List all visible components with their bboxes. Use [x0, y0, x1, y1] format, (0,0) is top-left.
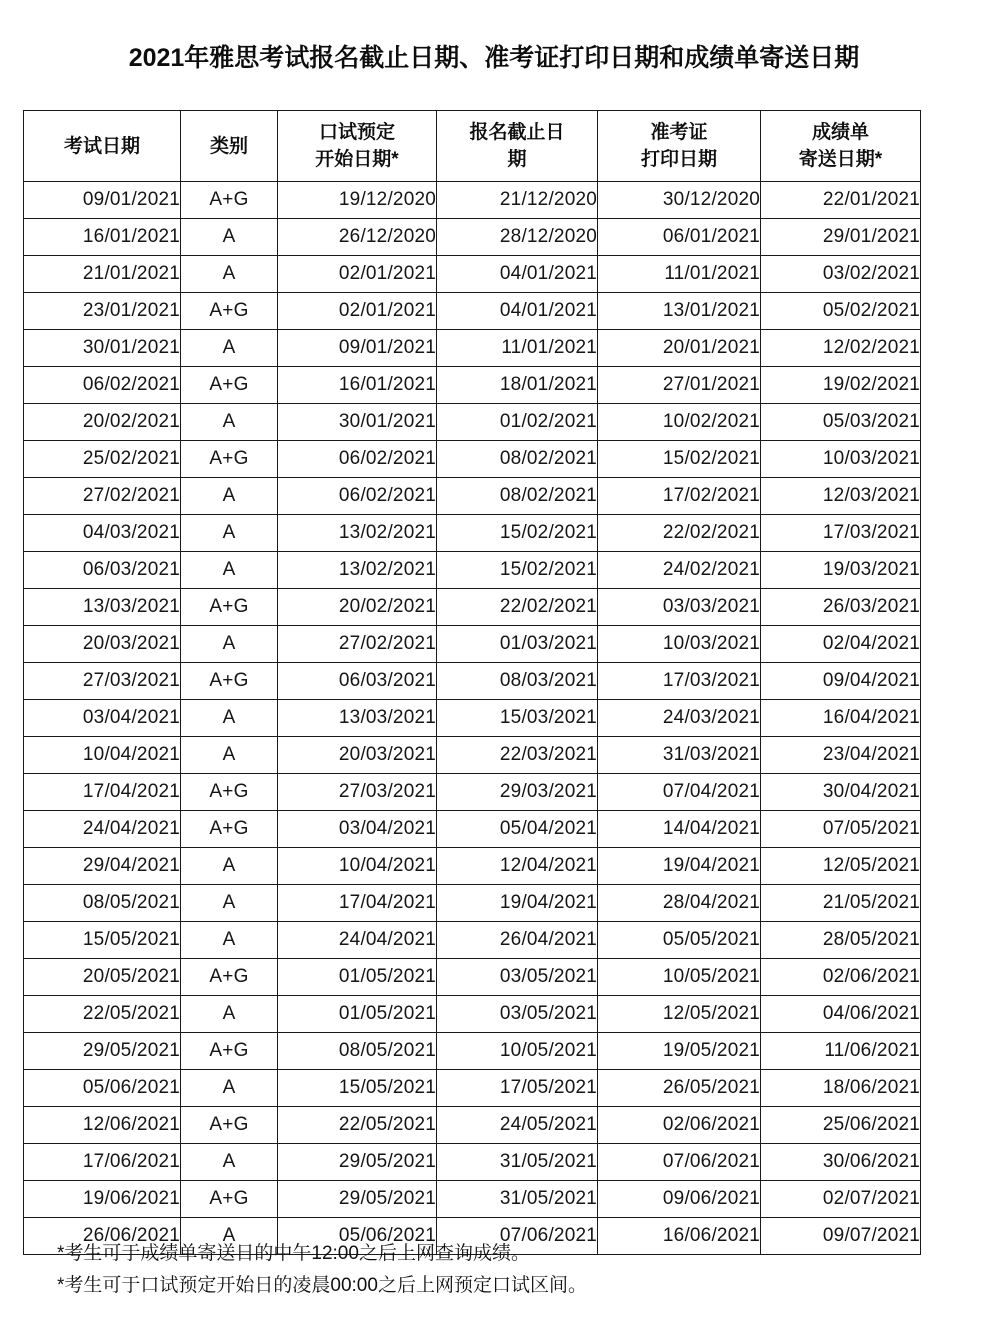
cell-type: A [181, 478, 278, 515]
footnote-speaking: *考生可于口试预定开始日的凌晨00:00之后上网预定口试区间。 [57, 1275, 587, 1296]
column-header-registration-deadline-line1: 报名截止日 [469, 122, 565, 143]
cell-exam-date: 25/02/2021 [24, 441, 181, 478]
cell-print-date: 24/03/2021 [598, 700, 761, 737]
cell-type: A [181, 848, 278, 885]
table-row [24, 922, 921, 959]
cell-exam-date: 13/03/2021 [24, 589, 181, 626]
cell-result-send: 21/05/2021 [761, 885, 921, 922]
cell-print-date: 09/06/2021 [598, 1181, 761, 1218]
cell-exam-date: 04/03/2021 [24, 515, 181, 552]
cell-result-send: 17/03/2021 [761, 515, 921, 552]
table-header [24, 111, 921, 182]
cell-type: A+G [181, 663, 278, 700]
cell-print-date: 20/01/2021 [598, 330, 761, 367]
table-row [24, 663, 921, 700]
cell-type: A+G [181, 293, 278, 330]
cell-registration-deadline: 04/01/2021 [437, 293, 598, 330]
cell-registration-deadline: 12/04/2021 [437, 848, 598, 885]
table-row [24, 1144, 921, 1181]
table-row [24, 515, 921, 552]
cell-exam-date: 24/04/2021 [24, 811, 181, 848]
cell-speaking-start: 01/05/2021 [278, 996, 437, 1033]
cell-exam-date: 20/05/2021 [24, 959, 181, 996]
cell-result-send: 03/02/2021 [761, 256, 921, 293]
cell-print-date: 06/01/2021 [598, 219, 761, 256]
cell-type: A [181, 330, 278, 367]
cell-result-send: 19/02/2021 [761, 367, 921, 404]
cell-registration-deadline: 26/04/2021 [437, 922, 598, 959]
cell-result-send: 29/01/2021 [761, 219, 921, 256]
cell-registration-deadline: 31/05/2021 [437, 1181, 598, 1218]
cell-exam-date: 08/05/2021 [24, 885, 181, 922]
cell-print-date: 22/02/2021 [598, 515, 761, 552]
table-row [24, 1107, 921, 1144]
cell-registration-deadline: 10/05/2021 [437, 1033, 598, 1070]
cell-exam-date: 29/05/2021 [24, 1033, 181, 1070]
cell-result-send: 05/02/2021 [761, 293, 921, 330]
column-header-speaking-start-line1: 口试预定 [318, 122, 395, 143]
cell-print-date: 17/02/2021 [598, 478, 761, 515]
cell-type: A [181, 626, 278, 663]
cell-type: A [181, 219, 278, 256]
footnote-results: *考生可于成绩单寄送日的中午12:00之后上网查询成绩。 [57, 1243, 530, 1264]
cell-registration-deadline: 22/02/2021 [437, 589, 598, 626]
cell-registration-deadline: 05/04/2021 [437, 811, 598, 848]
cell-type: A [181, 515, 278, 552]
table-row [24, 774, 921, 811]
table-row [24, 885, 921, 922]
cell-type: A [181, 1218, 278, 1255]
table-row [24, 811, 921, 848]
column-header-type [181, 111, 278, 182]
cell-result-send: 02/06/2021 [761, 959, 921, 996]
column-header-speaking-start [278, 111, 437, 182]
cell-type: A [181, 1144, 278, 1181]
table-row [24, 1070, 921, 1107]
cell-registration-deadline: 19/04/2021 [437, 885, 598, 922]
cell-speaking-start: 30/01/2021 [278, 404, 437, 441]
table-row [24, 1181, 921, 1218]
column-header-print-date-line2: 打印日期 [640, 149, 717, 170]
column-header-result-send-line2: 寄送日期* [798, 149, 883, 170]
cell-registration-deadline: 15/02/2021 [437, 515, 598, 552]
cell-print-date: 11/01/2021 [598, 256, 761, 293]
cell-print-date: 17/03/2021 [598, 663, 761, 700]
cell-speaking-start: 27/02/2021 [278, 626, 437, 663]
cell-result-send: 28/05/2021 [761, 922, 921, 959]
table-row [24, 1033, 921, 1070]
cell-print-date: 31/03/2021 [598, 737, 761, 774]
cell-exam-date: 09/01/2021 [24, 182, 181, 219]
cell-speaking-start: 13/02/2021 [278, 552, 437, 589]
cell-result-send: 02/04/2021 [761, 626, 921, 663]
cell-type: A+G [181, 367, 278, 404]
table-row [24, 219, 921, 256]
cell-print-date: 10/02/2021 [598, 404, 761, 441]
cell-speaking-start: 29/05/2021 [278, 1181, 437, 1218]
cell-result-send: 23/04/2021 [761, 737, 921, 774]
cell-exam-date: 23/01/2021 [24, 293, 181, 330]
cell-speaking-start: 02/01/2021 [278, 256, 437, 293]
exam-schedule-table [23, 110, 921, 1255]
cell-result-send: 11/06/2021 [761, 1033, 921, 1070]
table-body [24, 182, 921, 1255]
cell-type: A [181, 256, 278, 293]
cell-registration-deadline: 29/03/2021 [437, 774, 598, 811]
cell-exam-date: 29/04/2021 [24, 848, 181, 885]
cell-registration-deadline: 15/03/2021 [437, 700, 598, 737]
cell-registration-deadline: 17/05/2021 [437, 1070, 598, 1107]
cell-result-send: 12/03/2021 [761, 478, 921, 515]
cell-speaking-start: 03/04/2021 [278, 811, 437, 848]
cell-exam-date: 06/02/2021 [24, 367, 181, 404]
cell-type: A+G [181, 1033, 278, 1070]
cell-result-send: 19/03/2021 [761, 552, 921, 589]
cell-speaking-start: 17/04/2021 [278, 885, 437, 922]
table-row [24, 478, 921, 515]
cell-result-send: 10/03/2021 [761, 441, 921, 478]
cell-type: A+G [181, 811, 278, 848]
cell-registration-deadline: 22/03/2021 [437, 737, 598, 774]
cell-print-date: 16/06/2021 [598, 1218, 761, 1255]
cell-exam-date: 20/02/2021 [24, 404, 181, 441]
cell-type: A+G [181, 1107, 278, 1144]
column-header-print-date [598, 111, 761, 182]
page-title: 2021年雅思考试报名截止日期、准考证打印日期和成绩单寄送日期 [128, 44, 860, 72]
cell-exam-date: 16/01/2021 [24, 219, 181, 256]
table-row [24, 404, 921, 441]
cell-registration-deadline: 21/12/2020 [437, 182, 598, 219]
cell-result-send: 09/04/2021 [761, 663, 921, 700]
cell-registration-deadline: 24/05/2021 [437, 1107, 598, 1144]
cell-speaking-start: 13/03/2021 [278, 700, 437, 737]
cell-print-date: 13/01/2021 [598, 293, 761, 330]
cell-result-send: 12/05/2021 [761, 848, 921, 885]
cell-exam-date: 19/06/2021 [24, 1181, 181, 1218]
cell-exam-date: 30/01/2021 [24, 330, 181, 367]
column-header-registration-deadline-line2: 期 [507, 149, 527, 170]
cell-print-date: 05/05/2021 [598, 922, 761, 959]
cell-result-send: 25/06/2021 [761, 1107, 921, 1144]
cell-exam-date: 03/04/2021 [24, 700, 181, 737]
cell-speaking-start: 13/02/2021 [278, 515, 437, 552]
cell-type: A+G [181, 182, 278, 219]
cell-print-date: 26/05/2021 [598, 1070, 761, 1107]
cell-registration-deadline: 03/05/2021 [437, 959, 598, 996]
cell-speaking-start: 15/05/2021 [278, 1070, 437, 1107]
cell-registration-deadline: 18/01/2021 [437, 367, 598, 404]
cell-exam-date: 20/03/2021 [24, 626, 181, 663]
cell-speaking-start: 08/05/2021 [278, 1033, 437, 1070]
cell-result-send: 12/02/2021 [761, 330, 921, 367]
cell-speaking-start: 02/01/2021 [278, 293, 437, 330]
cell-speaking-start: 10/04/2021 [278, 848, 437, 885]
cell-registration-deadline: 04/01/2021 [437, 256, 598, 293]
cell-result-send: 16/04/2021 [761, 700, 921, 737]
cell-print-date: 15/02/2021 [598, 441, 761, 478]
table-row [24, 589, 921, 626]
column-header-result-send [761, 111, 921, 182]
table-row [24, 552, 921, 589]
cell-print-date: 27/01/2021 [598, 367, 761, 404]
column-header-print-date-line1: 准考证 [650, 122, 708, 143]
cell-registration-deadline: 08/02/2021 [437, 441, 598, 478]
column-header-speaking-start-line2: 开始日期* [315, 149, 399, 170]
cell-speaking-start: 19/12/2020 [278, 182, 437, 219]
cell-result-send: 30/04/2021 [761, 774, 921, 811]
cell-type: A+G [181, 959, 278, 996]
cell-speaking-start: 05/06/2021 [278, 1218, 437, 1255]
cell-print-date: 07/04/2021 [598, 774, 761, 811]
cell-speaking-start: 16/01/2021 [278, 367, 437, 404]
cell-exam-date: 22/05/2021 [24, 996, 181, 1033]
cell-print-date: 24/02/2021 [598, 552, 761, 589]
table-row [24, 626, 921, 663]
cell-result-send: 07/05/2021 [761, 811, 921, 848]
cell-print-date: 19/04/2021 [598, 848, 761, 885]
cell-type: A [181, 700, 278, 737]
cell-registration-deadline: 08/03/2021 [437, 663, 598, 700]
column-header-exam-date-line1: 考试日期 [63, 135, 140, 157]
cell-print-date: 07/06/2021 [598, 1144, 761, 1181]
cell-registration-deadline: 31/05/2021 [437, 1144, 598, 1181]
table-row [24, 441, 921, 478]
cell-speaking-start: 27/03/2021 [278, 774, 437, 811]
cell-type: A [181, 552, 278, 589]
cell-registration-deadline: 03/05/2021 [437, 996, 598, 1033]
column-header-exam-date [24, 111, 181, 182]
cell-exam-date: 06/03/2021 [24, 552, 181, 589]
cell-exam-date: 10/04/2021 [24, 737, 181, 774]
cell-speaking-start: 06/02/2021 [278, 441, 437, 478]
cell-print-date: 19/05/2021 [598, 1033, 761, 1070]
cell-exam-date: 26/06/2021 [24, 1218, 181, 1255]
cell-type: A+G [181, 774, 278, 811]
cell-registration-deadline: 11/01/2021 [437, 330, 598, 367]
cell-registration-deadline: 15/02/2021 [437, 552, 598, 589]
cell-exam-date: 05/06/2021 [24, 1070, 181, 1107]
cell-print-date: 28/04/2021 [598, 885, 761, 922]
cell-registration-deadline: 01/02/2021 [437, 404, 598, 441]
table-row [24, 293, 921, 330]
cell-result-send: 04/06/2021 [761, 996, 921, 1033]
cell-exam-date: 27/02/2021 [24, 478, 181, 515]
table-row [24, 996, 921, 1033]
cell-speaking-start: 01/05/2021 [278, 959, 437, 996]
cell-speaking-start: 20/03/2021 [278, 737, 437, 774]
column-header-registration-deadline [437, 111, 598, 182]
cell-exam-date: 27/03/2021 [24, 663, 181, 700]
cell-type: A+G [181, 441, 278, 478]
table-row [24, 848, 921, 885]
table-row [24, 182, 921, 219]
cell-type: A [181, 404, 278, 441]
table-row [24, 959, 921, 996]
cell-exam-date: 12/06/2021 [24, 1107, 181, 1144]
cell-speaking-start: 24/04/2021 [278, 922, 437, 959]
cell-result-send: 18/06/2021 [761, 1070, 921, 1107]
table-row [24, 700, 921, 737]
cell-result-send: 02/07/2021 [761, 1181, 921, 1218]
cell-speaking-start: 22/05/2021 [278, 1107, 437, 1144]
cell-exam-date: 17/04/2021 [24, 774, 181, 811]
cell-type: A+G [181, 1181, 278, 1218]
cell-print-date: 03/03/2021 [598, 589, 761, 626]
cell-registration-deadline: 07/06/2021 [437, 1218, 598, 1255]
cell-result-send: 26/03/2021 [761, 589, 921, 626]
cell-type: A [181, 885, 278, 922]
cell-print-date: 12/05/2021 [598, 996, 761, 1033]
cell-type: A [181, 737, 278, 774]
table-row [24, 737, 921, 774]
cell-type: A [181, 1070, 278, 1107]
cell-result-send: 09/07/2021 [761, 1218, 921, 1255]
cell-result-send: 30/06/2021 [761, 1144, 921, 1181]
column-header-result-send-line1: 成绩单 [811, 122, 869, 143]
cell-speaking-start: 06/02/2021 [278, 478, 437, 515]
schedule-table-container [23, 110, 920, 1255]
cell-print-date: 14/04/2021 [598, 811, 761, 848]
cell-speaking-start: 20/02/2021 [278, 589, 437, 626]
table-header-row [24, 111, 921, 182]
cell-exam-date: 15/05/2021 [24, 922, 181, 959]
cell-result-send: 22/01/2021 [761, 182, 921, 219]
cell-exam-date: 17/06/2021 [24, 1144, 181, 1181]
column-header-type-line1: 类别 [209, 135, 248, 157]
table-row [24, 256, 921, 293]
cell-speaking-start: 26/12/2020 [278, 219, 437, 256]
cell-print-date: 10/05/2021 [598, 959, 761, 996]
cell-registration-deadline: 28/12/2020 [437, 219, 598, 256]
cell-speaking-start: 06/03/2021 [278, 663, 437, 700]
cell-registration-deadline: 08/02/2021 [437, 478, 598, 515]
cell-print-date: 02/06/2021 [598, 1107, 761, 1144]
cell-speaking-start: 09/01/2021 [278, 330, 437, 367]
cell-type: A [181, 922, 278, 959]
table-row [24, 367, 921, 404]
cell-registration-deadline: 01/03/2021 [437, 626, 598, 663]
cell-type: A+G [181, 589, 278, 626]
cell-type: A [181, 996, 278, 1033]
footnotes [57, 1238, 937, 1302]
cell-print-date: 10/03/2021 [598, 626, 761, 663]
cell-print-date: 30/12/2020 [598, 182, 761, 219]
cell-result-send: 05/03/2021 [761, 404, 921, 441]
cell-speaking-start: 29/05/2021 [278, 1144, 437, 1181]
table-row [24, 330, 921, 367]
cell-exam-date: 21/01/2021 [24, 256, 181, 293]
